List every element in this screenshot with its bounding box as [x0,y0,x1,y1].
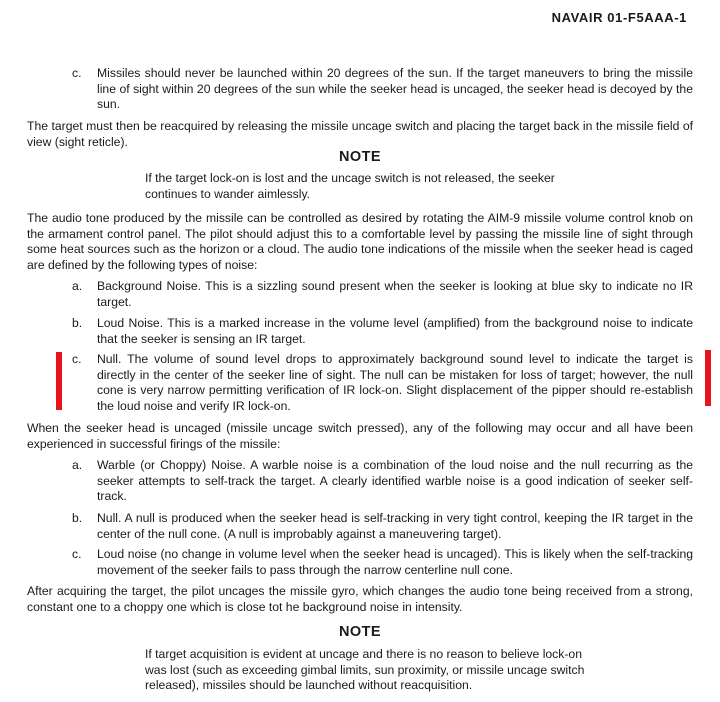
list-item-c-loud-noise [72,547,693,578]
list-item-a-warble-noise [72,458,693,505]
list-text: Null. The volume of sound level drops to approximately background sound level to indicate the target is directly in the center of the seeker line of sight. The null can be mistaken for loss of target; however, the null cone is very narrow permitting verification of IR lock-on. Slight displacement of the pipper should re-establish the loud noise and verify IR lock-on. [97,352,693,413]
list-label: a. [72,458,83,472]
list-item-c-sun [72,66,693,113]
paragraph-after-acquiring: After acquiring the target, the pilot uncages the missile gyro, which changes the audio tone being received from a strong, constant one to a choppy one which is close tot he background noise in intensity. [27,584,693,614]
change-bar-right [705,350,711,406]
list-text: Background Noise. This is a sizzling sound present when the seeker is looking at blue sky to indicate no IR target. [97,279,693,309]
list-text: Loud Noise. This is a marked increase in the volume level (amplified) from the background noise to indicate that the seeker is sensing an IR target. [97,316,693,346]
list-item-c-null [72,352,693,414]
list-text: Missiles should never be launched within 20 degrees of the sun. If the target maneuvers to bring the missile line of sight within 20 degrees of the sun while the seeker head is uncaged, the seeker head is decoyed by the sun. [97,66,693,112]
list-label: a. [72,279,83,293]
note-text-1: If the target lock-on is lost and the uncage switch is not released, the seeker continues to wander aimlessly. [145,171,555,201]
paragraph-seeker-uncaged: When the seeker head is uncaged (missile uncage switch pressed), any of the following may occur and all have been experienced in successful firings of the missile: [27,421,693,451]
paragraph-reacquire: The target must then be reacquired by releasing the missile uncage switch and placing the target back in the missile field of view (sight reticle). [27,119,693,149]
list-item-a-background-noise [72,279,693,310]
list-text: Null. A null is produced when the seeker head is self-tracking in very tight control, keeping the IR target in the center of the null cone. (A null is improbably against a maneuvering target). [97,511,693,541]
note-heading-2: NOTE [339,624,381,640]
document-id-header: NAVAIR 01-F5AAA-1 [551,10,687,25]
note-heading-1: NOTE [339,149,381,165]
list-text: Loud noise (no change in volume level when the seeker head is uncaged). This is likely when the self-tracking movement of the seeker fails to pass through the narrow centerline null cone. [97,547,693,577]
paragraph-audio-tone: The audio tone produced by the missile can be controlled as desired by rotating the AIM-9 missile volume control knob on the armament control panel. The pilot should adjust this to a comfortable level by passing the missile line of sight through some heat sources such as the horizon or a cloud. The audio tone indications of the missile when the seeker head is caged are defined by the following types of noise: [27,211,693,272]
list-item-b-loud-noise [72,316,693,347]
list-item-b-null [72,511,693,542]
change-bar-left [56,352,62,410]
list-label: c. [72,352,82,366]
list-label: c. [72,66,82,80]
list-label: b. [72,316,83,330]
note-text-2: If target acquisition is evident at uncage and there is no reason to believe lock-on was lost (such as exceeding gimbal limits, sun proximity, or missile uncage switch released), missiles should be launched without reacquisition. [145,647,585,693]
list-text: Warble (or Choppy) Noise. A warble noise is a combination of the loud noise and the null recurring as the seeker attempts to self-track the target. A clearly identified warble noise is a good indication of seeker self-track. [97,458,693,504]
list-label: c. [72,547,82,561]
list-label: b. [72,511,83,525]
